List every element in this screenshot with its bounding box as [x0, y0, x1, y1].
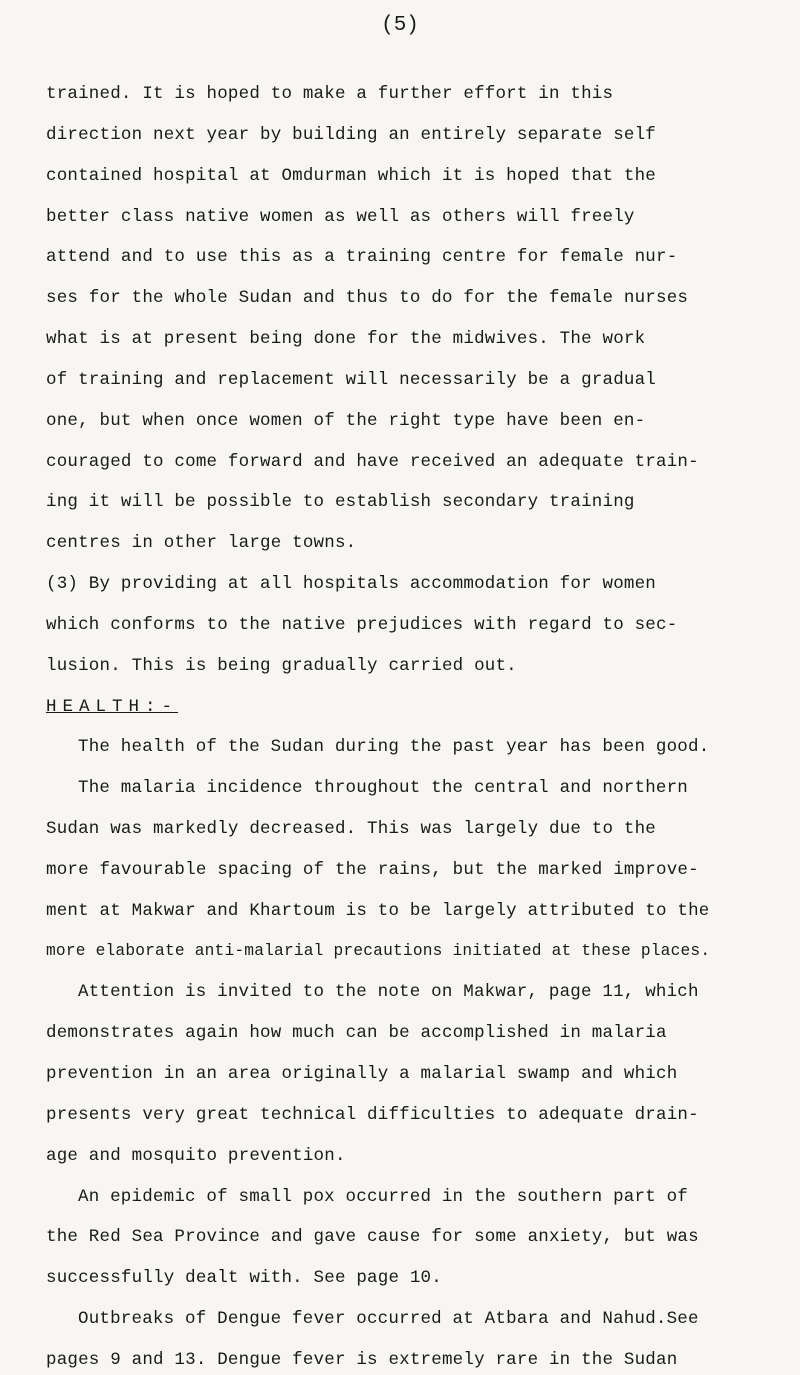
text-line-18: The malaria incidence throughout the central and northern [78, 778, 688, 798]
text-line-31: Outbreaks of Dengue fever occurred at Atbara and Nahud.See [78, 1309, 699, 1329]
text-line-22: more elaborate anti-malarial precautions initiated at these places. [46, 942, 711, 960]
text-line-29: the Red Sea Province and gave cause for some anxiety, but was [46, 1227, 699, 1247]
text-line-30: successfully dealt with. See page 10. [46, 1268, 442, 1288]
text-line-8: of training and replacement will necessarily be a gradual [46, 370, 656, 390]
text-line-32: pages 9 and 13. Dengue fever is extremely rare in the Sudan [46, 1350, 678, 1370]
text-line-15: lusion. This is being gradually carried out. [46, 656, 517, 676]
text-line-10: couraged to come forward and have received an adequate train- [46, 452, 699, 472]
text-line-25: prevention in an area originally a malarial swamp and which [46, 1064, 678, 1084]
health-heading: HEALTH:- [46, 697, 179, 717]
text-line-3: contained hospital at Omdurman which it is hoped that the [46, 166, 656, 186]
text-line-13: (3) By providing at all hospitals accommodation for women [46, 574, 656, 594]
text-line-28: An epidemic of small pox occurred in the southern part of [78, 1187, 688, 1207]
text-line-19: Sudan was markedly decreased. This was largely due to the [46, 819, 656, 839]
text-line-23: Attention is invited to the note on Makwar, page 11, which [78, 982, 699, 1002]
text-line-1: trained. It is hoped to make a further effort in this [46, 84, 614, 104]
text-line-27: age and mosquito prevention. [46, 1146, 346, 1166]
text-line-14: which conforms to the native prejudices with regard to sec- [46, 615, 678, 635]
text-line-5: attend and to use this as a training centre for female nur- [46, 247, 678, 267]
text-line-21: ment at Makwar and Khartoum is to be largely attributed to the [46, 901, 710, 921]
text-line-6: ses for the whole Sudan and thus to do for the female nurses [46, 288, 689, 308]
text-line-11: ing it will be possible to establish secondary training [46, 492, 635, 512]
text-line-12: centres in other large towns. [46, 533, 357, 553]
text-line-4: better class native women as well as others will freely [46, 207, 635, 227]
text-line-24: demonstrates again how much can be accomplished in malaria [46, 1023, 667, 1043]
page-number: (5) [381, 14, 419, 37]
text-line-17: The health of the Sudan during the past year has been good. [78, 737, 710, 757]
text-line-20: more favourable spacing of the rains, but the marked improve- [46, 860, 699, 880]
text-line-9: one, but when once women of the right type have been en- [46, 411, 646, 431]
text-line-7: what is at present being done for the midwives. The work [46, 329, 646, 349]
text-line-2: direction next year by building an entirely separate self [46, 125, 656, 145]
text-line-26: presents very great technical difficulties to adequate drain- [46, 1105, 699, 1125]
